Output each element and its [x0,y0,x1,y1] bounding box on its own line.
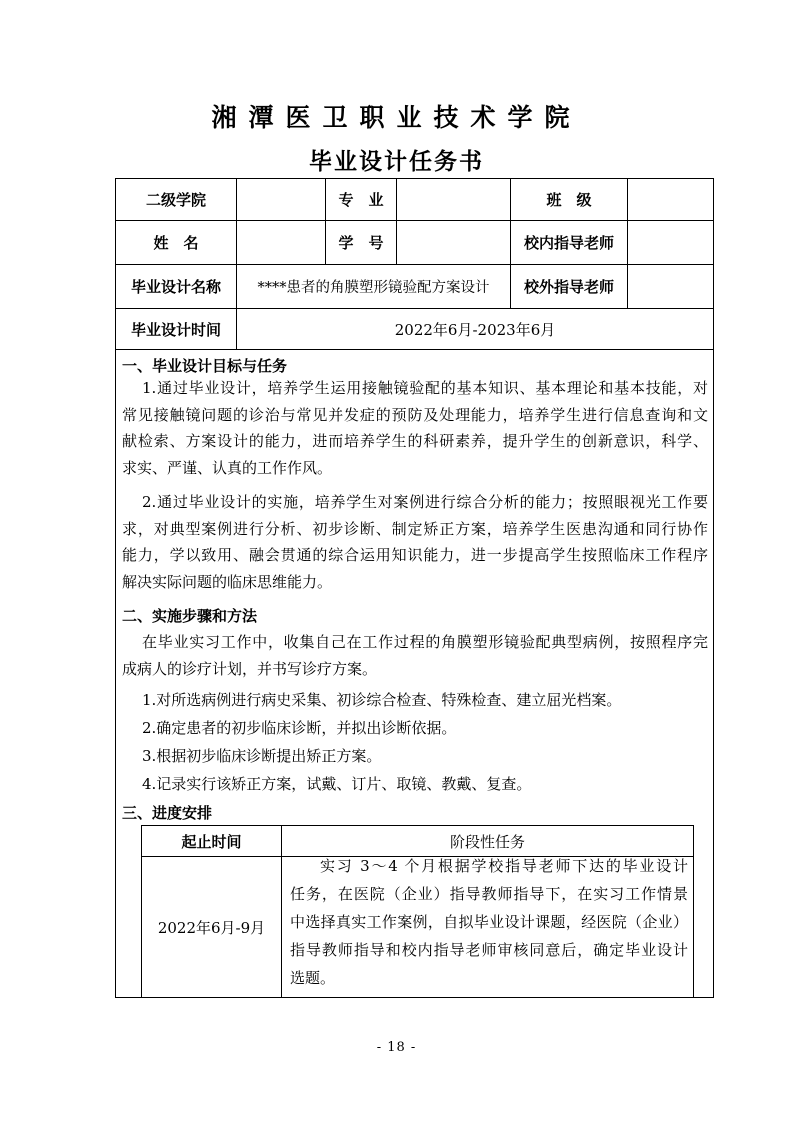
schedule-row-time: 2022年6月-9月 [157,919,266,937]
text-line: 2.通过毕业设计的实施，培养学生对案例进行综合分析的能力；按照眼视光工作要 [142,493,708,511]
col-divider [396,178,397,264]
text-line: 求实、严谨、认真的工作作风。 [122,458,333,477]
page-number: - 18 - [376,1040,417,1055]
design-name-value: ****患者的角膜塑形镜验配方案设计 [257,280,490,296]
text-line: 1.通过毕业设计，培养学生运用接触镜验配的基本知识、基本理论和基本技能，对 [142,379,708,397]
text-line: 选题。 [290,969,336,987]
steps-list [142,686,702,798]
external-advisor-label: 校外指导老师 [523,278,614,296]
internal-advisor-label: 校内指导老师 [523,234,614,252]
design-time-label: 毕业设计时间 [130,320,221,339]
text-line: 求，对典型案例进行分析、初步诊断、制定矫正方案，培养学生医患沟通和同行协作 [122,519,708,538]
section-heading-goals: 一、毕业设计目标与任务 [122,357,288,375]
college-label: 二级学院 [145,191,206,209]
text-line: 任务，在医院（企业）指导教师指导下，在实习工作情景 [290,885,688,903]
document-title: 毕业设计任务书 [309,149,484,175]
design-time-value: 2022年6月-2023年6月 [394,320,556,339]
schedule-col-task: 阶段性任务 [449,832,525,851]
text-line: 解决实际问题的临床思维能力。 [122,572,333,591]
col-divider [627,178,628,308]
section-heading-schedule: 三、进度安排 [122,804,213,822]
text-line: 实习 3～4 个月根据学校指导老师下达的毕业设计 [320,857,688,875]
list-item: 3.根据初步临床诊断提出矫正方案。 [142,747,382,765]
schedule-row-task [290,852,688,992]
list-item: 2.确定患者的初步临床诊断，并拟出诊断依据。 [142,719,457,737]
text-line: 中选择真实工作案例，自拟毕业设计课题，经医院（企业） [290,913,688,931]
schedule-col-time: 起止时间 [181,832,242,851]
list-item: 4.记录实行该矫正方案，试戴、订片、取镜、教戴、复查。 [142,775,532,793]
text-line: 在毕业实习工作中，收集自己在工作过程的角膜塑形镜验配典型病例，按照程序完 [142,633,708,651]
goals-paragraph-1 [122,375,708,481]
text-line: 指导教师指导和校内指导老师审核同意后，确定毕业设计 [290,941,688,959]
list-item: 1.对所选病例进行病史采集、初诊综合检查、特殊检查、建立屈光档案。 [142,691,622,709]
section-heading-steps: 二、实施步骤和方法 [122,607,258,625]
design-name-label: 毕业设计名称 [130,278,221,296]
name-label: 姓 名 [153,234,199,252]
row-divider [115,349,714,350]
class-label: 班 级 [546,191,592,209]
goals-paragraph-2 [122,489,708,595]
text-line: 献检索、方案设计的能力，进而培养学生的科研素养，提升学生的创新意识，科学、 [122,432,708,450]
text-line: 常见接触镜问题的诊治与常见并发症的预防及处理能力，培养学生进行信息查询和文 [122,405,708,424]
steps-intro [122,629,708,682]
text-line: 能力，学以致用、融会贯通的综合运用知识能力，进一步提高学生按照临床工作程序 [122,546,708,564]
text-line: 成病人的诊疗计划，并书写诊疗方案。 [122,659,378,678]
major-label: 专 业 [338,191,384,209]
school-name: 湘潭医卫职业技术学院 [211,103,582,132]
student-id-label: 学 号 [338,234,384,252]
schedule-table-right [693,825,694,998]
